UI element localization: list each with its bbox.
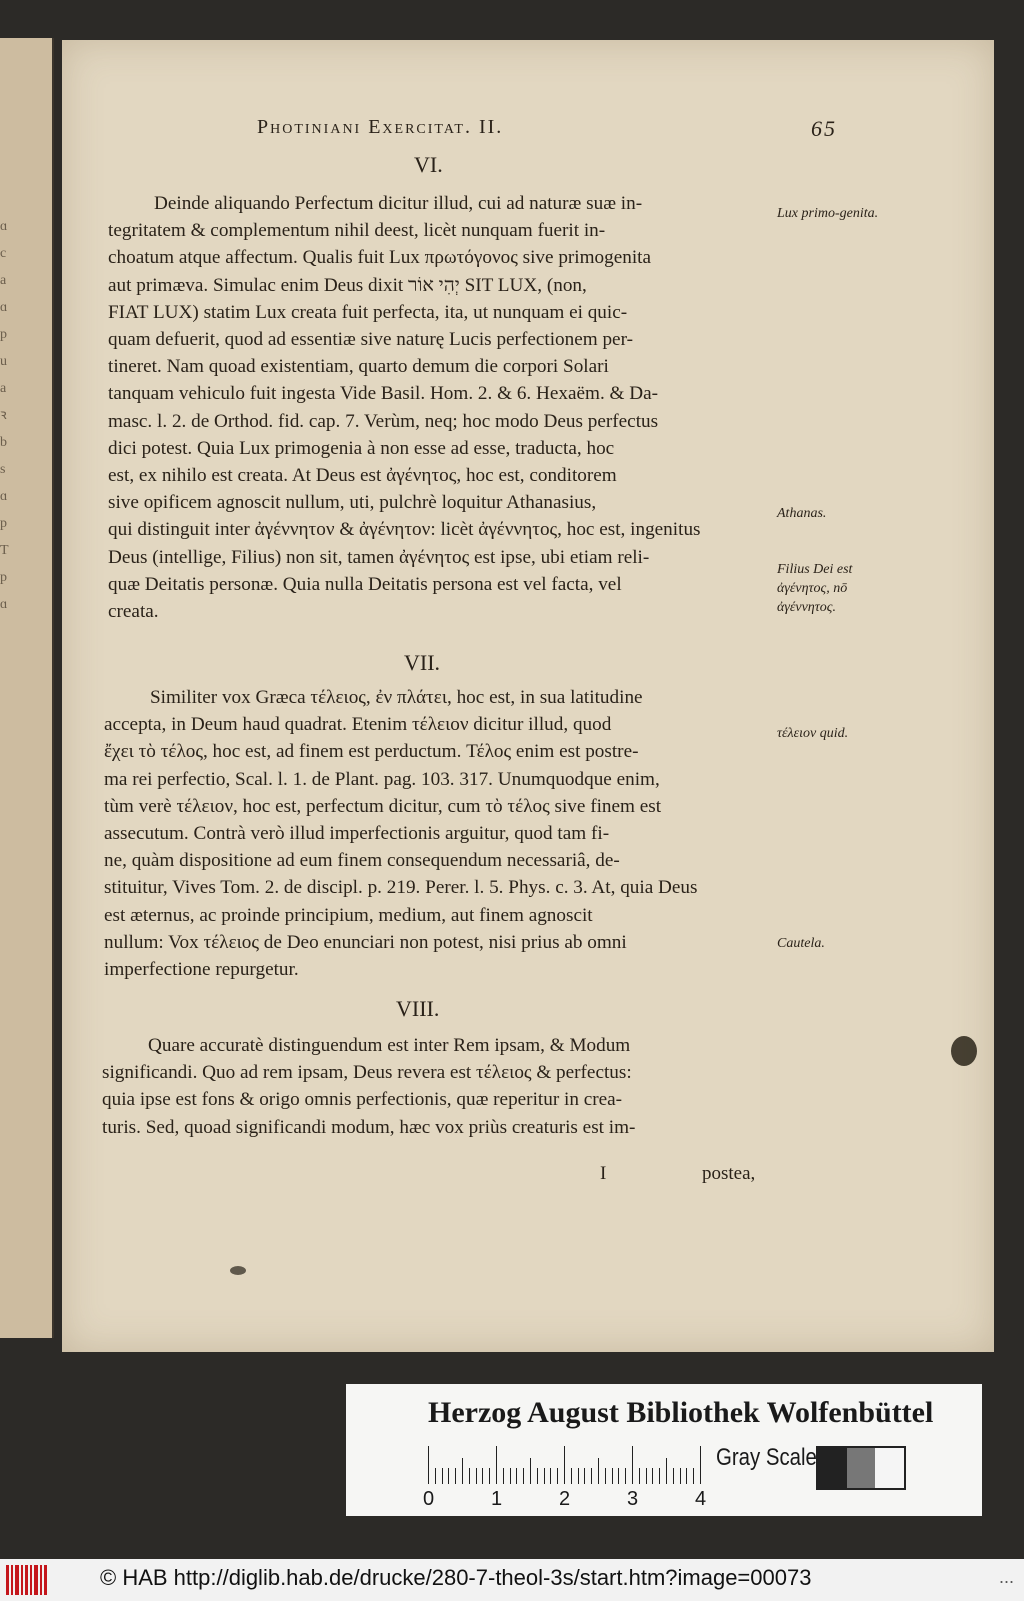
ruler-tick xyxy=(435,1468,436,1484)
gray-swatch-light xyxy=(875,1448,904,1488)
ruler-tick xyxy=(496,1446,497,1484)
ruler-tick xyxy=(584,1468,585,1484)
ruler-tick xyxy=(571,1468,572,1484)
ruler-tick xyxy=(476,1468,477,1484)
text-line: sive opificem agnoscit nullum, uti, pulchrè loquitur Athanasius, xyxy=(108,492,597,514)
ruler-tick xyxy=(612,1468,613,1484)
text-line: qui distinguit inter ἀγέννητον & ἀγένητον: licèt ἀγέννητος, hoc est, ingenitus xyxy=(108,519,701,541)
ink-blot xyxy=(951,1036,977,1066)
ruler-tick xyxy=(598,1458,599,1484)
text-line: Similiter vox Græca τέλειος, ἐν πλάτει, hoc est, in sua latitudine xyxy=(150,687,643,708)
text-line: Quare accuratè distinguendum est inter Rem ipsam, & Modum xyxy=(148,1035,631,1056)
ruler-tick xyxy=(530,1458,531,1484)
text-line: est æternus, ac proinde principium, medium, aut finem agnoscit xyxy=(104,904,593,926)
margin-note: τέλειον quid. xyxy=(777,726,849,741)
ruler-tick xyxy=(523,1468,524,1484)
section-number-viii: VIII. xyxy=(396,996,440,1021)
ruler-label: 2 xyxy=(559,1488,571,1510)
ruler-tick xyxy=(442,1468,443,1484)
section-number-vii: VII. xyxy=(404,650,441,675)
running-head xyxy=(257,116,837,139)
ruler-tick xyxy=(544,1468,545,1484)
text-line: quæ Deitatis personæ. Quia nulla Deitatis persona est vel facta, vel xyxy=(108,573,622,595)
footer-url-text[interactable]: © HAB http://diglib.hab.de/drucke/280-7-theol-3s/start.htm?image=00073 xyxy=(100,1565,812,1590)
running-head-title: Photiniani Exercitat. II. xyxy=(257,116,504,138)
text-line: FIAT LUX) statim Lux creata fuit perfecta, ita, ut nunquam ei quic- xyxy=(108,301,628,323)
text-line: significandi. Quo ad rem ipsam, Deus revera est τέλειος & perfectus: xyxy=(102,1062,632,1084)
ruler-tick xyxy=(700,1446,701,1484)
text-line: choatum atque affectum. Qualis fuit Lux πρωτόγονος sive primogenita xyxy=(108,247,652,269)
ruler-tick xyxy=(428,1446,429,1484)
text-line: tùm verè τέλειον, hoc est, perfectum dicitur, cum τὸ τέλος sive finem est xyxy=(104,795,662,817)
ruler-tick xyxy=(666,1458,667,1484)
margin-note: Cautela. xyxy=(777,936,825,951)
text-line: quia ipse est fons & origo omnis perfectionis, quæ reperitur in crea- xyxy=(102,1089,623,1111)
ruler-tick xyxy=(632,1446,633,1484)
text-line: creata. xyxy=(108,601,159,623)
margin-note: Athanas. xyxy=(777,506,827,521)
ruler-tick xyxy=(482,1468,483,1484)
ruler-label: 4 xyxy=(695,1488,707,1510)
ruler-tick xyxy=(564,1446,565,1484)
book-page xyxy=(62,40,994,1352)
ruler-tick xyxy=(652,1468,653,1484)
ruler-tick xyxy=(693,1468,694,1484)
scale-ruler xyxy=(423,1444,707,1510)
text-line: nullum: Vox τέλειος de Deo enunciari non potest, nisi prius ab omni xyxy=(104,931,627,953)
color-reference-card xyxy=(346,1384,982,1516)
ruler-tick xyxy=(503,1468,504,1484)
ruler-tick xyxy=(625,1468,626,1484)
text-line: quam defuerit, quod ad essentiæ sive naturę Lucis perfectionem per- xyxy=(108,329,633,351)
library-name: Herzog August Bibliothek Wolfenbüttel xyxy=(428,1396,934,1429)
ruler-tick xyxy=(537,1468,538,1484)
ruler-tick xyxy=(618,1468,619,1484)
margin-note: Lux primo-genita. xyxy=(777,206,879,221)
margin-note: Filius Dei est ἀγένητος, nō ἀγέννητος. xyxy=(777,562,853,615)
adjacent-page-edge xyxy=(0,38,54,1338)
ruler-label: 3 xyxy=(627,1488,639,1510)
ruler-tick xyxy=(639,1468,640,1484)
text-line: masc. l. 2. de Orthod. fid. cap. 7. Verùm, neq; hoc modo Deus perfectus xyxy=(108,410,659,432)
ruler-tick xyxy=(469,1468,470,1484)
text-line: stituitur, Vives Tom. 2. de discipl. p. 219. Perer. l. 5. Phys. c. 3. At, quia Deus xyxy=(104,877,698,899)
ruler-tick xyxy=(591,1468,592,1484)
page-number: 65 xyxy=(811,116,837,141)
hab-logo-icon xyxy=(6,1565,50,1595)
ruler-tick xyxy=(455,1468,456,1484)
text-line: tineret. Nam quoad existentiam, quarto demum die corpori Solari xyxy=(108,356,609,378)
text-line: tanquam vehiculo fuit ingesta Vide Basil. Hom. 2. & 6. Hexaëm. & Da- xyxy=(108,383,659,405)
text-line: ἔχει τὸ τέλος, hoc est, ad finem est perductum. Τέλος enim est postre- xyxy=(104,741,639,763)
text-line: ma rei perfectio, Scal. l. 1. de Plant. pag. 103. 317. Unumquodque enim, xyxy=(104,768,660,790)
ruler-label: 0 xyxy=(423,1488,435,1510)
ruler-tick xyxy=(516,1468,517,1484)
ruler-tick xyxy=(605,1468,606,1484)
ruler-tick xyxy=(448,1468,449,1484)
text-line: ne, quàm dispositione ad eum finem consequendum necessariâ, de- xyxy=(104,850,620,872)
footer-bar xyxy=(0,1559,1024,1601)
text-line: imperfectione repurgetur. xyxy=(104,959,299,981)
text-line: assecutum. Contrà verò illud imperfectionis arguitur, quod tam fi- xyxy=(104,823,610,845)
ruler-tick xyxy=(659,1468,660,1484)
gray-swatch-dark xyxy=(818,1448,847,1488)
text-line: aut primæva. Simulac enim Deus dixit יְהִי אוֹר SIT LUX, (non, xyxy=(108,274,587,296)
more-menu-icon[interactable]: ... xyxy=(998,1567,1014,1587)
ruler-tick xyxy=(489,1468,490,1484)
text-line: turis. Sed, quoad significandi modum, hæc vox priùs creaturis est im- xyxy=(102,1116,636,1138)
ink-blot xyxy=(230,1266,246,1275)
gray-swatch-mid xyxy=(847,1448,876,1488)
ruler-tick xyxy=(646,1468,647,1484)
section-viii-paragraph xyxy=(102,1032,750,1141)
text-line: dici potest. Quia Lux primogenia à non esse ad esse, traducta, hoc xyxy=(108,437,615,459)
signature-mark: I xyxy=(600,1163,607,1184)
section-vi-paragraph xyxy=(108,190,756,625)
ruler-tick xyxy=(550,1468,551,1484)
gray-scale-label: Gray Scale xyxy=(716,1444,817,1471)
text-line: est, ex nihilo est creata. At Deus est ἀγένητος, hoc est, conditorem xyxy=(108,465,617,487)
ruler-tick xyxy=(510,1468,511,1484)
text-line: Deus (intellige, Filius) non sit, tamen ἀγένητος est ipse, ubi etiam reli- xyxy=(108,546,650,568)
text-line: accepta, in Deum haud quadrat. Etenim τέλειον dicitur illud, quod xyxy=(104,714,612,736)
section-vii-paragraph xyxy=(104,684,752,983)
ruler-tick xyxy=(686,1468,687,1484)
ruler-tick xyxy=(557,1468,558,1484)
text-line: tegritatem & complementum nihil deest, licèt nunquam fuerit in- xyxy=(108,220,606,242)
ruler-tick xyxy=(680,1468,681,1484)
text-line: Deinde aliquando Perfectum dicitur illud, cui ad naturæ suæ in- xyxy=(154,193,643,214)
gray-scale-swatches xyxy=(816,1446,906,1490)
section-number-vi: VI. xyxy=(414,152,443,177)
ruler-tick xyxy=(673,1468,674,1484)
ruler-label: 1 xyxy=(491,1488,503,1510)
ruler-tick xyxy=(578,1468,579,1484)
ruler-tick xyxy=(462,1458,463,1484)
adjacent-page-fragments: ɑ c a ɑ p u a ꝛ b s ɑ p T p ɑ xyxy=(0,219,9,612)
catchword: postea, xyxy=(702,1163,756,1184)
